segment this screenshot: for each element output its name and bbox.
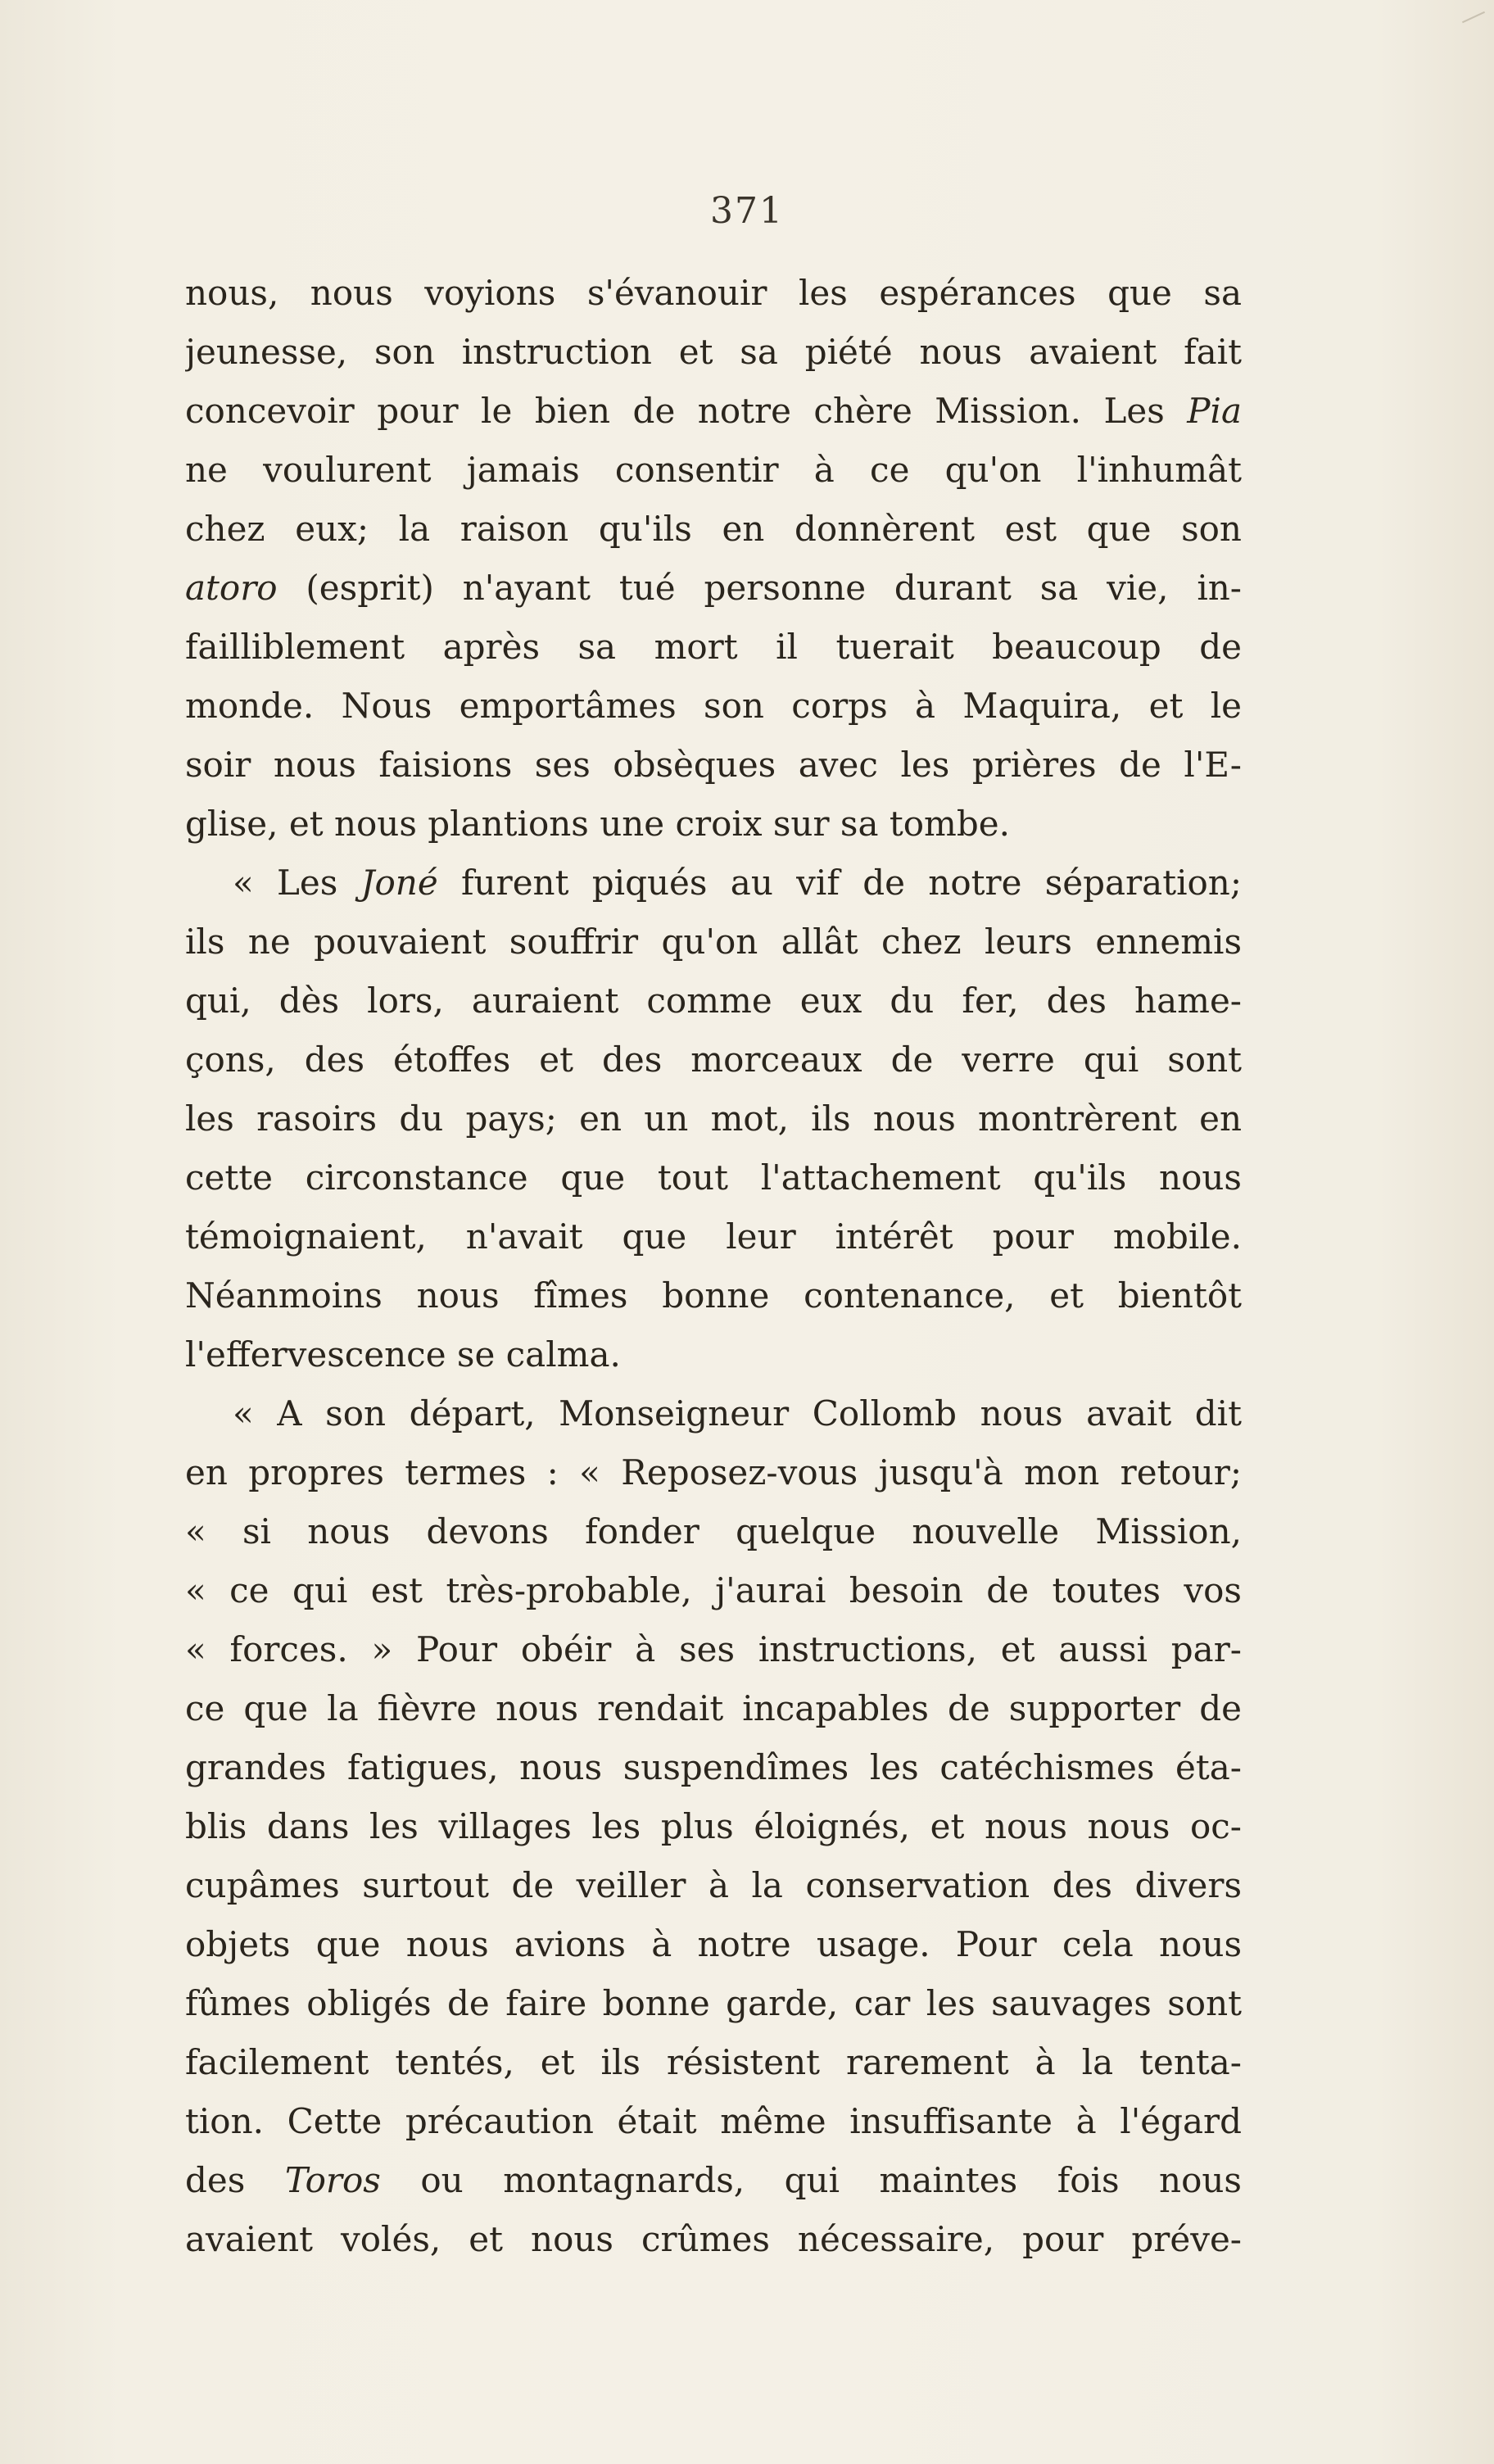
text-line-18: Néanmoins nous fîmes bonne contenance, et bientôt [185,1275,1242,1316]
page-number: 371 [710,190,784,232]
text-line-10: glise, et nous plantions une croix sur sa tombe. [185,804,1010,844]
text-line-8: monde. Nous emportâmes son corps à Maquira, et le [185,686,1242,726]
text-line-32: tion. Cette précaution était même insuffisante à l'égard [185,2101,1242,2141]
term-toros: Toros [284,2160,381,2200]
text-line-27: blis dans les villages les plus éloignés, et nous nous oc- [185,1806,1242,1846]
text-line-1: nous, nous voyions s'évanouir les espérances que sa [185,273,1242,313]
text-line-31: facilement tentés, et ils résistent rarement à la tenta- [185,2042,1242,2082]
text-line-15: les rasoirs du pays; en un mot, ils nous montrèrent en [185,1098,1242,1139]
text-line-11: « Les Joné furent piqués au vif de notre séparation; [233,863,1242,903]
body-text [185,264,1242,2269]
text-line-12: ils ne pouvaient souffrir qu'on allât chez leurs ennemis [185,922,1242,962]
text-line-22: « si nous devons fonder quelque nouvelle Mission, [185,1511,1242,1551]
text-line-24: « forces. » Pour obéir à ses instructions, et aussi par- [185,1629,1242,1669]
term-jone: Joné [360,863,438,903]
text-line-30: fûmes obligés de faire bonne garde, car les sauvages sont [185,1983,1242,2023]
text-line-13: qui, dès lors, auraient comme eux du fer, des hame- [185,981,1242,1021]
text-line-3: concevoir pour le bien de notre chère Mission. Les Pia [185,391,1242,431]
scan-mark [1462,11,1485,23]
text-line-7: failliblement après sa mort il tuerait beaucoup de [185,627,1242,667]
text-line-28: cupâmes surtout de veiller à la conservation des divers [185,1865,1242,1905]
term-atoro: atoro [185,568,278,608]
term-pia: Pia [1187,391,1242,431]
text-line-16: cette circonstance que tout l'attachement qu'ils nous [185,1157,1242,1198]
text-line-25: ce que la fièvre nous rendait incapables de supporter de [185,1688,1242,1728]
text-line-9: soir nous faisions ses obsèques avec les prières de l'E- [185,745,1242,785]
text-line-20: « A son départ, Monseigneur Collomb nous avait dit [233,1393,1242,1434]
text-line-4: ne voulurent jamais consentir à ce qu'on l'inhumât [185,450,1242,490]
text-line-23: « ce qui est très-probable, j'aurai besoin de toutes vos [185,1570,1242,1610]
text-line-6: atoro (esprit) n'ayant tué personne durant sa vie, in- [185,568,1242,608]
text-line-26: grandes fatigues, nous suspendîmes les catéchismes éta- [185,1747,1242,1787]
text-line-17: témoignaient, n'avait que leur intérêt pour mobile. [185,1216,1242,1257]
text-line-34: avaient volés, et nous crûmes nécessaire, pour préve- [185,2219,1242,2259]
text-line-19: l'effervescence se calma. [185,1334,621,1375]
text-line-14: çons, des étoffes et des morceaux de verre qui sont [185,1040,1242,1080]
text-line-29: objets que nous avions à notre usage. Pour cela nous [185,1924,1242,1964]
text-line-33: des Toros ou montagnards, qui maintes fois nous [185,2160,1242,2200]
text-line-21: en propres termes : « Reposez-vous jusqu'à mon retour; [185,1452,1242,1492]
text-line-2: jeunesse, son instruction et sa piété nous avaient fait [185,332,1242,372]
text-line-5: chez eux; la raison qu'ils en donnèrent est que son [185,509,1242,549]
